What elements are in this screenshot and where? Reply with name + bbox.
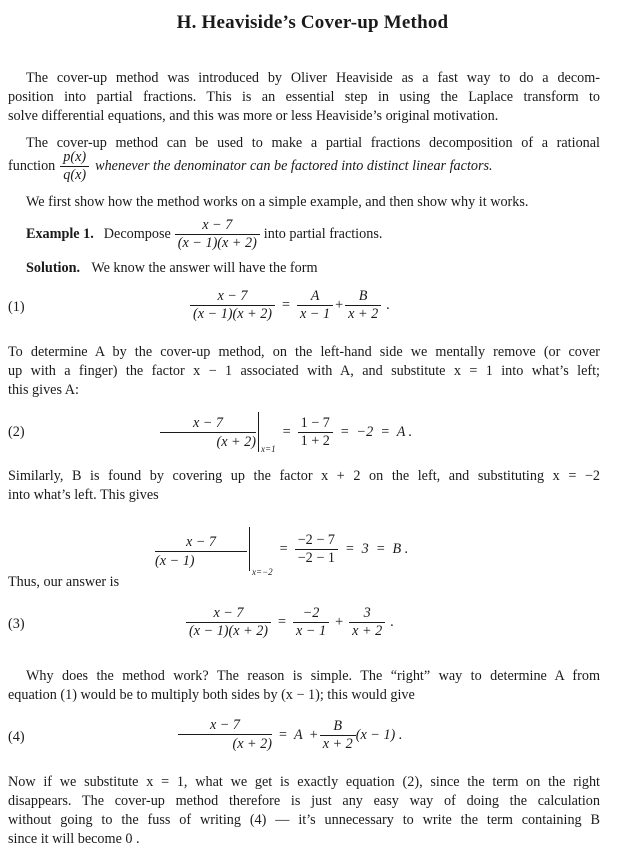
evaluation-point: x=1	[261, 444, 276, 454]
eqb-evaluated-fraction	[155, 527, 273, 577]
fraction-denominator: x + 2	[349, 622, 385, 640]
example-fraction	[175, 217, 260, 252]
fraction-numerator: x − 7	[217, 288, 248, 304]
fraction-denominator: −2 − 1	[295, 549, 338, 567]
condition-text: whenever the denominator can be factored into distinct linear factors.	[95, 158, 493, 174]
eqb-result: = 3 = B .	[344, 540, 409, 557]
fraction-numerator: x − 7	[213, 605, 244, 621]
equals-sign: =	[279, 540, 288, 557]
plus-sign: +	[335, 297, 344, 313]
fraction-numerator: B	[358, 288, 368, 304]
answer-lead-in: Thus, our answer is	[8, 574, 120, 590]
cover-up-a-paragraph-line: To determine A by the cover-up method, on the left-hand side we mentally remove (or cover	[8, 344, 600, 360]
constant-a: A	[294, 727, 303, 743]
fraction-numerator: −2 − 7	[297, 531, 335, 548]
conclusion-paragraph-line: Now if we substitute x = 1, what we get is exactly equation (2), since the term on the right	[8, 774, 600, 790]
fraction-denominator: x − 1	[297, 305, 333, 323]
conclusion-paragraph-line: disappears. The cover-up method therefore is just any easy way of doing the calculation	[8, 793, 600, 809]
eq4-tail: (x − 1) .	[355, 727, 403, 743]
fraction-denominator: 1 + 2	[298, 432, 333, 450]
equation-1	[190, 288, 390, 323]
example-label: Example 1.	[26, 226, 94, 242]
equation-number: (4)	[8, 729, 25, 745]
evaluation-bar	[249, 527, 250, 571]
period: .	[386, 297, 390, 313]
eq1-lhs-fraction	[190, 288, 275, 323]
fraction-numerator: x − 7	[155, 534, 247, 552]
equals-sign: =	[278, 614, 287, 630]
solution-text: We know the answer will have the form	[91, 260, 318, 276]
fraction-denominator: (x + 2)	[216, 434, 256, 450]
eq2-result: = −2 = A .	[339, 423, 413, 440]
period: .	[390, 614, 394, 630]
intro-paragraph-line: solve differential equations, and this was more or less Heaviside’s original motivation.	[8, 108, 499, 124]
fraction-denominator: (x − 1)(x + 2)	[186, 622, 271, 640]
example-text-before: Decompose	[103, 226, 171, 242]
example-text-after: into partial fractions.	[263, 226, 383, 242]
eq4-term-b	[320, 718, 356, 753]
solution-statement	[26, 259, 318, 277]
equation-number: (2)	[8, 424, 25, 440]
equation-b	[155, 527, 409, 577]
fraction-denominator: (x − 1)(x + 2)	[175, 234, 260, 252]
fraction-numerator: x − 7	[160, 415, 256, 433]
fraction-denominator: q(x)	[60, 166, 89, 184]
fraction-numerator: p(x)	[63, 149, 87, 165]
plus-sign: +	[335, 614, 344, 630]
eq3-term-b	[349, 605, 385, 640]
why-paragraph-line: Why does the method work? The reason is simple. The “right” way to determine A from	[26, 668, 600, 684]
equation-2	[160, 412, 412, 452]
function-label: function	[8, 158, 56, 174]
eq2-numeric-fraction	[298, 415, 333, 450]
fraction-denominator: x + 2	[320, 735, 356, 753]
eq1-term-b	[345, 288, 381, 323]
fraction-numerator: A	[310, 288, 320, 304]
example-statement	[26, 217, 382, 252]
method-paragraph-function-line	[8, 149, 493, 184]
eqb-numeric-fraction	[295, 532, 338, 567]
equation-number: (1)	[8, 299, 25, 315]
page-title: H. Heaviside’s Cover-up Method	[176, 12, 449, 33]
fraction-numerator: x − 7	[178, 717, 272, 735]
intro-paragraph-line: The cover-up method was introduced by Oliver Heaviside as a fast way to do a decom-	[26, 70, 600, 86]
fraction-denominator: x − 1	[293, 622, 329, 640]
equation-4	[178, 717, 402, 754]
cover-up-b-paragraph-line: Similarly, B is found by covering up the factor x + 2 on the left, and substituting x = −2	[8, 468, 600, 484]
cover-up-a-paragraph-line: up with a finger) the factor x − 1 associated with A, and substitute x = 1 into what’s left;	[8, 363, 600, 379]
equals-sign: =	[279, 727, 288, 743]
why-paragraph-line: equation (1) would be to multiply both sides by (x − 1); this would give	[8, 687, 415, 703]
fraction-numerator: B	[333, 718, 343, 734]
fraction-denominator: x + 2	[345, 305, 381, 323]
fraction-numerator: 1 − 7	[300, 414, 330, 431]
eq2-evaluated-fraction	[160, 412, 276, 452]
fraction-numerator: −2	[302, 605, 320, 621]
cover-up-b-paragraph-line: into what’s left. This gives	[8, 487, 159, 503]
rational-function-fraction	[60, 149, 89, 184]
cover-up-a-paragraph-line: this gives A:	[8, 382, 79, 398]
intro-paragraph-line: position into partial fractions. This is an essential step in using the Laplace transform to	[8, 89, 600, 105]
conclusion-paragraph-line: without going to the fuss of writing (4) — it’s unnecessary to write the term containing B	[8, 812, 600, 828]
conclusion-paragraph-line: since it will become 0 .	[8, 831, 140, 847]
plan-paragraph: We first show how the method works on a simple example, and then show why it works.	[26, 194, 529, 210]
fraction-numerator: x − 7	[202, 217, 233, 233]
fraction-numerator: 3	[363, 605, 371, 621]
solution-label: Solution.	[26, 260, 81, 276]
equation-3	[186, 605, 394, 640]
fraction-denominator: (x − 1)(x + 2)	[190, 305, 275, 323]
fraction-denominator: (x − 1)	[155, 553, 195, 569]
equals-sign: =	[282, 423, 291, 440]
fraction-denominator: (x + 2)	[232, 736, 272, 752]
plus-sign: +	[309, 727, 318, 743]
evaluation-point: x=−2	[252, 567, 273, 577]
equals-sign: =	[282, 297, 291, 313]
method-paragraph-line: The cover-up method can be used to make a partial fractions decomposition of a rational	[26, 135, 600, 151]
eq1-term-a	[297, 288, 333, 323]
equation-number: (3)	[8, 616, 25, 632]
eq4-lhs-fraction	[178, 717, 272, 754]
eq3-term-a	[293, 605, 329, 640]
eq3-lhs-fraction	[186, 605, 271, 640]
